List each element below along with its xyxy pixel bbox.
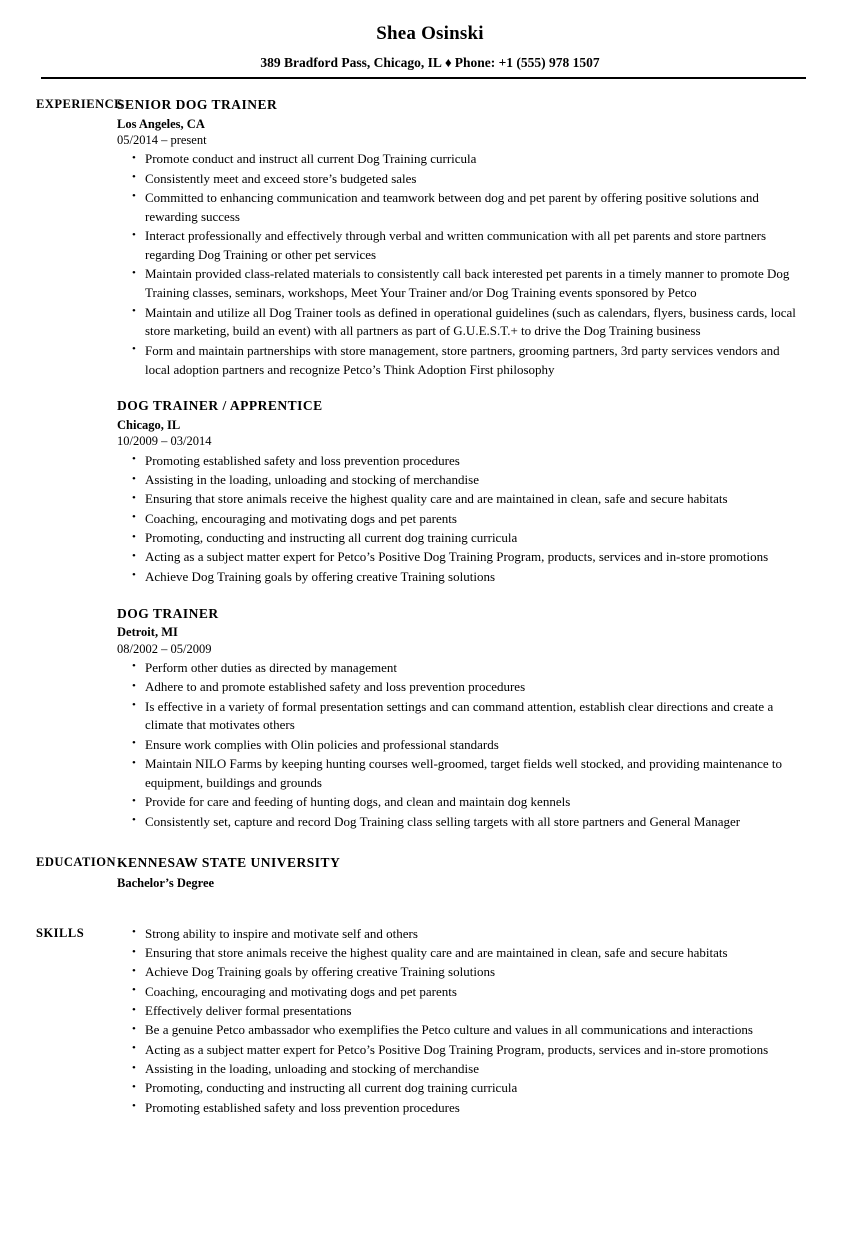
list-item: • Ensure work complies with Olin policies and professional standards [117,736,806,755]
skills-body [117,925,860,1118]
list-item: • Committed to enhancing communication and teamwork between dog and pet parent by offering positive solutions and rewarding success [117,189,806,227]
skills-list [117,925,806,1118]
section-education [0,854,860,892]
job-responsibility-list [117,452,806,587]
job-responsibility-list [117,150,806,379]
job-dates: 05/2014 – present [117,133,207,147]
list-item: • Maintain NILO Farms by keeping hunting courses well-groomed, target fields well stocked, and providing maintenance to equipment, buildings and grounds [117,755,806,793]
section-experience [0,96,860,832]
contact-address: 389 Bradford Pass, Chicago, IL [260,54,442,70]
list-item: • Achieve Dog Training goals by offering creative Training solutions [117,963,806,982]
list-item: • Maintain provided class-related materials to consistently call back interested pet parents in a timely manner to promote Dog Training classes, seminars, workshops, Meet Your Trainer and/or Dog Training events sponsored by Petco [117,265,806,303]
diamond-separator-icon: ♦ [444,54,452,70]
section-label-skills: SKILLS [36,925,85,940]
list-item: • Acting as a subject matter expert for Petco’s Positive Dog Training Program, products, services and in-store promotions [117,548,806,567]
list-item: • Consistently set, capture and record Dog Training class selling targets with all store partners and General Manager [117,813,806,832]
job-dates: 10/2009 – 03/2014 [117,434,212,449]
list-item: • Promoting established safety and loss prevention procedures [117,1099,806,1118]
list-item: • Maintain and utilize all Dog Trainer tools as defined in operational guidelines (such as calendars, flyers, business cards, local store marketing, build an event) with all partners as part of G.U.E.S.T.+ to drive the Dog Training business [117,304,806,342]
list-item: • Be a genuine Petco ambassador who exemplifies the Petco culture and values in all communications and interactions [117,1021,806,1040]
job-location: Detroit, MI [117,625,178,640]
list-item: • Adhere to and promote established safety and loss prevention procedures [117,678,806,697]
education-degree: Bachelor’s Degree [117,875,215,890]
section-label-experience: EXPERIENCE [36,96,123,111]
education-body [117,854,860,892]
job-title: SENIOR DOG TRAINER [117,96,278,112]
job-dates: 08/2002 – 05/2009 [117,641,212,656]
job-entry [117,96,806,379]
list-item: • Coaching, encouraging and motivating dogs and pet parents [117,983,806,1002]
resume-header [0,0,860,79]
job-title: DOG TRAINER [117,605,219,621]
list-item: • Provide for care and feeding of hunting dogs, and clean and maintain dog kennels [117,793,806,812]
job-entry [117,605,806,832]
list-item: • Ensuring that store animals receive the highest quality care and are maintained in clean, safe and secure habitats [117,490,806,509]
experience-body [117,96,860,832]
job-responsibility-list [117,659,806,832]
section-skills [0,925,860,1118]
job-title: DOG TRAINER / APPRENTICE [117,398,323,414]
list-item: • Consistently meet and exceed store’s budgeted sales [117,170,806,189]
list-item: • Promoting established safety and loss prevention procedures [117,452,806,471]
list-item: • Coaching, encouraging and motivating dogs and pet parents [117,510,806,529]
list-item: • Acting as a subject matter expert for Petco’s Positive Dog Training Program, products, services and in-store promotions [117,1041,806,1060]
list-item: • Promote conduct and instruct all current Dog Training curricula [117,150,806,169]
job-location: Chicago, IL [117,418,181,433]
section-label-education: EDUCATION [36,855,116,869]
list-item: • Strong ability to inspire and motivate self and others [117,925,806,944]
list-item: • Promoting, conducting and instructing all current dog training curricula [117,529,806,548]
job-location: Los Angeles, CA [117,116,205,131]
list-item: • Interact professionally and effectively through verbal and written communication with all pet parents and store partners regarding Dog Training or other pet services [117,227,806,265]
resume-content [0,79,860,1118]
contact-line [0,55,860,71]
education-school: KENNESAW STATE UNIVERSITY [117,855,341,870]
list-item: • Assisting in the loading, unloading and stocking of merchandise [117,471,806,490]
contact-phone: Phone: +1 (555) 978 1507 [454,54,600,70]
list-item: • Effectively deliver formal presentations [117,1002,806,1021]
list-item: • Assisting in the loading, unloading and stocking of merchandise [117,1060,806,1079]
list-item: • Achieve Dog Training goals by offering creative Training solutions [117,568,806,587]
job-entry [117,397,806,586]
list-item: • Perform other duties as directed by management [117,659,806,678]
list-item: • Promoting, conducting and instructing all current dog training curricula [117,1079,806,1098]
candidate-name: Shea Osinski [376,23,484,44]
list-item: • Is effective in a variety of formal presentation settings and can command attention, establish clear directions and create a climate that motivates others [117,698,806,736]
list-item: • Ensuring that store animals receive the highest quality care and are maintained in clean, safe and secure habitats [117,944,806,963]
list-item: • Form and maintain partnerships with store management, store partners, grooming partners, 3rd party services vendors and local adoption partners and recognize Petco’s Think Adoption First philosophy [117,342,806,380]
